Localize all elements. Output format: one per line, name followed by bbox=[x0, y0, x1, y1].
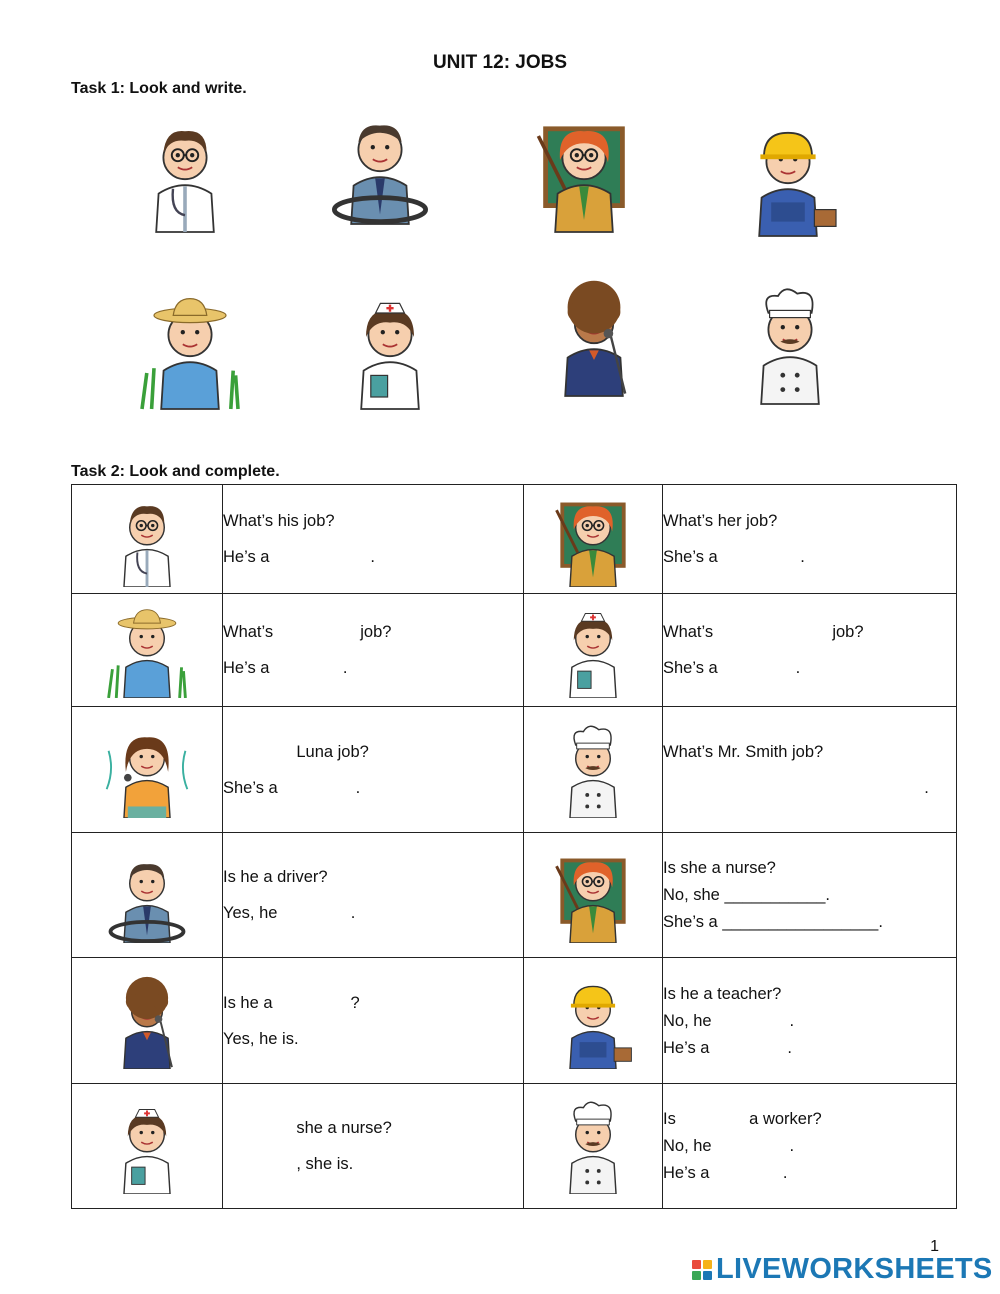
doctor-icon bbox=[125, 108, 245, 236]
question-cell bbox=[663, 833, 957, 958]
question-cell bbox=[663, 1084, 957, 1209]
question-cell bbox=[223, 485, 524, 594]
worker-icon bbox=[728, 112, 848, 240]
picture-cell bbox=[524, 1084, 663, 1209]
answer-text: , she is. bbox=[223, 1155, 354, 1173]
table-row bbox=[72, 707, 957, 833]
question-cell bbox=[223, 707, 524, 833]
farmer-icon bbox=[99, 602, 195, 698]
question-cell bbox=[663, 707, 957, 833]
cook-icon bbox=[545, 1098, 641, 1194]
question-cell bbox=[223, 833, 524, 958]
answer-text: She’s a . bbox=[663, 659, 801, 677]
picture-cell bbox=[524, 833, 663, 958]
question-text: Is he a ? bbox=[223, 993, 360, 1012]
question-cell bbox=[663, 594, 957, 707]
question-text: Is a worker? bbox=[663, 1110, 822, 1128]
nurse-icon bbox=[330, 285, 450, 413]
task1-picture bbox=[730, 280, 850, 408]
nurse-icon bbox=[545, 602, 641, 698]
cook-icon bbox=[730, 280, 850, 408]
singer-icon bbox=[534, 272, 654, 400]
teacher-icon bbox=[545, 491, 641, 587]
answer-text: He’s a . bbox=[663, 1038, 792, 1057]
task1-picture bbox=[330, 285, 450, 413]
question-text: Is she a nurse? bbox=[663, 859, 776, 877]
picture-cell bbox=[72, 958, 223, 1084]
question-text: Luna job? bbox=[223, 742, 369, 761]
question-cell bbox=[223, 958, 524, 1084]
question-cell bbox=[663, 958, 957, 1084]
question-text: Is he a driver? bbox=[223, 868, 328, 886]
teacher-icon bbox=[524, 108, 644, 236]
answer-text: She’s a _________________. bbox=[663, 913, 883, 931]
brand-text: LIVEWORKSHEETS bbox=[716, 1253, 993, 1285]
nurse-icon bbox=[99, 1098, 195, 1194]
question-text: What’s job? bbox=[663, 623, 864, 641]
answer-text: No, she ___________. bbox=[663, 886, 830, 904]
picture-cell bbox=[72, 1084, 223, 1209]
task1-picture bbox=[130, 285, 250, 413]
answer-text: She’s a . bbox=[663, 548, 805, 566]
answer-text: No, he . bbox=[663, 1137, 795, 1155]
liveworksheets-mark-icon bbox=[692, 1260, 712, 1280]
answer-text: Yes, he is. bbox=[223, 1029, 299, 1048]
question-text: Is he a teacher? bbox=[663, 984, 782, 1003]
table-row bbox=[72, 594, 957, 707]
table-row bbox=[72, 833, 957, 958]
answer-text: Yes, he . bbox=[223, 904, 356, 922]
picture-cell bbox=[524, 958, 663, 1084]
liveworksheets-logo[interactable] bbox=[692, 1253, 993, 1286]
task1-picture bbox=[125, 108, 245, 236]
picture-cell bbox=[524, 594, 663, 707]
answer-text: . bbox=[663, 778, 929, 797]
picture-cell bbox=[72, 833, 223, 958]
farmer-icon bbox=[130, 285, 250, 413]
doctor-icon bbox=[99, 491, 195, 587]
picture-cell bbox=[72, 485, 223, 594]
question-cell bbox=[663, 485, 957, 594]
question-text: What’s job? bbox=[223, 623, 392, 641]
page-number: 1 bbox=[930, 1238, 939, 1255]
task1-heading: Task 1: Look and write. bbox=[71, 80, 247, 97]
table-row bbox=[72, 1084, 957, 1209]
page-title: UNIT 12: JOBS bbox=[432, 52, 568, 73]
question-text: she a nurse? bbox=[223, 1119, 392, 1137]
task1-picture bbox=[534, 272, 654, 400]
answer-text: He’s a . bbox=[663, 1164, 788, 1182]
answer-text: She’s a . bbox=[223, 778, 361, 797]
picture-cell bbox=[524, 707, 663, 833]
singer-icon bbox=[99, 973, 195, 1069]
teacher-icon bbox=[545, 847, 641, 943]
cook-icon bbox=[545, 722, 641, 818]
task1-picture bbox=[320, 100, 440, 228]
answer-text: He’s a . bbox=[223, 548, 375, 566]
answer-text: He’s a . bbox=[223, 659, 348, 677]
question-text: What’s Mr. Smith job? bbox=[663, 742, 824, 761]
task1-picture bbox=[524, 108, 644, 236]
table-row bbox=[72, 485, 957, 594]
picture-cell bbox=[72, 594, 223, 707]
question-cell bbox=[223, 1084, 524, 1209]
question-text: What’s his job? bbox=[223, 512, 335, 530]
driver-icon bbox=[320, 100, 440, 228]
answer-text: No, he . bbox=[663, 1011, 795, 1030]
question-cell bbox=[223, 594, 524, 707]
task1-picture bbox=[728, 112, 848, 240]
table-row bbox=[72, 958, 957, 1084]
picture-cell bbox=[72, 707, 223, 833]
picture-cell bbox=[524, 485, 663, 594]
singer-girl-icon bbox=[99, 722, 195, 818]
driver-icon bbox=[99, 847, 195, 943]
task2-table bbox=[71, 484, 957, 1209]
question-text: What’s her job? bbox=[663, 512, 778, 530]
worker-icon bbox=[545, 973, 641, 1069]
task2-heading: Task 2: Look and complete. bbox=[71, 463, 280, 480]
